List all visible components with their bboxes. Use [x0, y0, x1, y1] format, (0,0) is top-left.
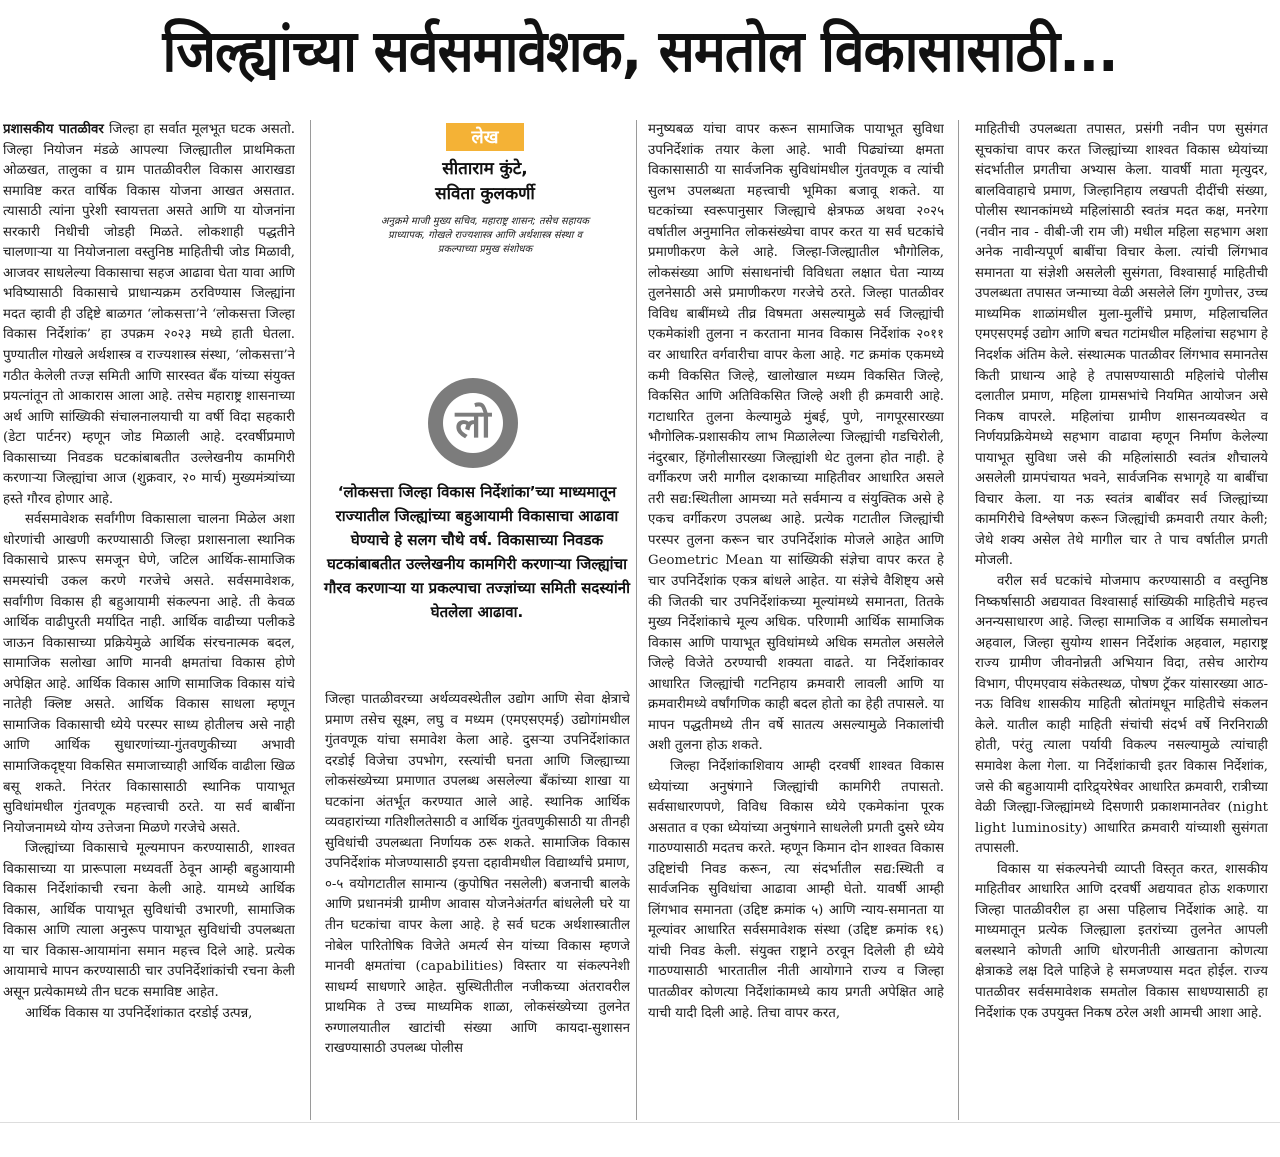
article-tag: लेख	[446, 123, 525, 151]
page-bottom-rule	[0, 1122, 1280, 1123]
col1-para-4: आर्थिक विकास या उपनिर्देशांकात दरडोई उत्पन्न,	[25, 1005, 253, 1021]
col3-para-2: जिल्हा निर्देशांकाशिवाय आम्ही दरवर्षी शाश्वत विकास ध्येयांच्या अनुषंगाने जिल्ह्यांची कामगिरी तपासतो. सर्वसाधारणपणे, विविध विकास ध्येये एकमेकांना पूरक असतात व एका ध्येयांच्या अनुषंगाने साधलेली प्रगती दुसरे ध्येय गाठण्यासाठी मदतच करते. म्हणून किमान दोन शाश्वत विकास उद्दिष्टांची निवड करून, त्या संदर्भातील सद्य:स्थिती व सार्वजनिक सुविधांचा आढावा आम्ही घेतो. यावर्षी आम्ही लिंगभाव समानता (उद्दिष्ट क्रमांक ५) आणि न्याय-समानता या मूल्यांवर आधारित सर्वसमावेशक संस्था (उद्दिष्ट क्रमांक १६) यांची निवड केली. संयुक्त राष्ट्राने ठरवून दिलेली ही ध्येये गाठण्यासाठी भारतातील नीती आयोगाने राज्य व जिल्हा पातळीवर कोणत्या निर्देशांकामध्ये काय प्रगती अपेक्षित आहे याची यादी दिली आहे. तिचा वापर करत,	[648, 758, 944, 1021]
lead-in: प्रशासकीय पातळीवर	[3, 122, 104, 137]
column-2	[325, 690, 630, 1120]
col1-para-3: जिल्ह्यांच्या विकासाचे मूल्यमापन करण्यासाठी, शाश्वत विकासाच्या या प्रारूपाला मध्यवर्ती ठेवून आम्ही बहुआयामी विकास निर्देशांकाची रचना केली आहे. यामध्ये आर्थिक विकास, आर्थिक पायाभूत सुविधांची उभारणी, सामाजिक विकास आणि त्याला अनुरूप पायाभूत सुविधांची उपलब्धता या चार विकास-आयामांना समान महत्त्व दिले आहे. प्रत्येक आयामाचे मापन करण्यासाठी चार उपनिर्देशांकांची रचना केली असून प्रत्येकामध्ये तीन घटक समाविष्ट आहेत.	[3, 841, 295, 1000]
column-rule-2	[636, 120, 637, 1120]
headline: जिल्ह्यांच्या सर्वसमावेशक, समतोल विकासासाठी...	[162, 17, 1118, 85]
col1-para-1-text: जिल्हा हा सर्वात मूलभूत घटक असतो. जिल्हा नियोजन मंडळे आपल्या जिल्ह्यातील प्राथमिकता ओळखत, तालुका व ग्राम पातळीवरील विकास आराखडा समाविष्ट करत वार्षिक विकास योजना आखत असतात. त्यासाठी त्यांना पुरेशी स्वायत्तता असते आणि या योजनांना सरकारी निधीची जोडही मिळते. लोकशाही पद्धतीने चालणाऱ्या या नियोजनाला वस्तुनिष्ठ माहितीची जोड मिळावी, आजवर साधलेल्या विकासाचा सहज आढावा घेता यावा आणि भविष्यासाठी विकासाचे प्राधान्यक्रम ठरविण्यास जिल्ह्यांना मदत व्हावी ही उद्दिष्टे बाळगत ‘लोकसत्ता’ने ‘लोकसत्ता जिल्हा विकास निर्देशांक’ हा उपक्रम २०२३ मध्ये हाती घेतला. पुण्यातील गोखले अर्थशास्त्र व राज्यशास्त्र संस्था, ‘लोकसत्ता’ने गठीत केलेली तज्ज्ञ समिती आणि सारस्वत बँक यांच्या संयुक्त प्रयत्नांतून तो आकारास आला आहे. तसेच महाराष्ट्र शासनाच्या अर्थ आणि सांख्यिकी संचालनालयाची या वर्षी विदा सहकारी (डेटा पार्टनर) म्हणून जोड मिळाली आहे. दरवर्षीप्रमाणे विकासाच्या निवडक घटकांबाबतीत उल्लेखनीय कामगिरी करणाऱ्या जिल्ह्यांचा आज (शुक्रवार, २० मार्च) मुख्यमंत्र्यांच्या हस्ते गौरव होणार आहे.	[3, 122, 295, 507]
author-description: अनुक्रमे माजी मुख्य सचिव, महाराष्ट्र शासन; तसेच सहायक प्राध्यापक, गोखले राज्यशास्त्र आणि अर्थशास्त्र संस्था व प्रकल्पाच्या प्रमुख संशोधक	[380, 216, 590, 255]
col3-para-1: मनुष्यबळ यांचा वापर करून सामाजिक पायाभूत सुविधा उपनिर्देशांक तयार केला आहे. भावी पिढ्यांच्या क्षमता विकासासाठी या सार्वजनिक सुविधांमधील गुंतवणूक व त्यांची सुलभ उपलब्धता महत्त्वाची भूमिका बजावू शकते. या घटकांच्या स्वरूपानुसार जिल्ह्याचे क्षेत्रफळ अथवा २०२५ वर्षातील अनुमानित लोकसंख्येचा वापर करत या सर्व घटकांचे प्रमाणीकरण केले आहे. जिल्हा-जिल्ह्यातील भौगोलिक, लोकसंख्या आणि संसाधनांची विविधता लक्षात घेता न्याय्य तुलनेसाठी असे प्रमाणीकरण गरजेचे ठरते. जिल्हा पातळीवर विविध बाबींमध्ये तीव्र विषमता असल्यामुळे सर्व जिल्ह्यांची एकमेकांशी तुलना न करताना मानव विकास निर्देशांक २०११ वर आधारित वर्गवारीचा वापर केला आहे. गट क्रमांक एकमध्ये कमी विकसित जिल्हे, खालोखाल मध्यम विकसित जिल्हे, विकसित आणि अतिविकसित जिल्हे अशी ही क्रमवारी आहे. गटाधारित तुलना केल्यामुळे मुंबई, पुणे, नागपूरसारख्या भौगोलिक-प्रशासकीय लाभ मिळालेल्या जिल्ह्यांची गडचिरोली, नंदुरबार, हिंगोलीसारख्या जिल्ह्यांशी थेट तुलना होत नाही. हे वर्गीकरण जरी मागील दशकाच्या माहितीवर आधारित असले तरी सद्य:स्थितीला आमच्या मते सर्वमान्य व संयुक्तिक असे हे एकच वर्गीकरण उपलब्ध आहे. प्रत्येक गटातील जिल्ह्यांची परस्पर तुलना करून चार उपनिर्देशांक मोजले आहेत आणि Geometric Mean या सांख्यिकी संज्ञेचा वापर करत हे चार उपनिर्देशांक एकत्र बांधले आहेत. या संज्ञेचे वैशिष्ट्य असे की जितकी चार उपनिर्देशांकच्या मूल्यांमध्ये समानता, तितके मुख्य निर्देशांकाचे मूल्य अधिक. परिणामी आर्थिक सामाजिक विकास आणि पायाभूत सुविधांमध्ये अधिक समतोल असलेले जिल्हे विजेते ठरण्याची शक्यता वाढते. या निर्देशांकावर आधारित जिल्ह्यांची गटनिहाय क्रमवारी लावली आणि या क्रमवारीमध्ये वर्षांगणिक काही बदल होतो का हेही तपासले. या मापन पद्धतीमध्ये तीन वर्षे सातत्य असल्यामुळे निकालांची अशी तुलना होऊ शकते.	[648, 122, 944, 754]
loksatta-logo	[428, 378, 518, 468]
column-4	[975, 120, 1268, 1120]
pull-quote: ‘लोकसत्ता जिल्हा विकास निर्देशांका’च्या माध्यमातून राज्यातील जिल्ह्यांच्या बहुआयामी विकासाचा आढावा घेण्याचे हे सलग चौथे वर्ष. विकासाच्या निवडक घटकांबाबतीत उल्लेखनीय कामगिरी करणाऱ्या जिल्ह्यांचा गौरव करणाऱ्या या प्रकल्पाचा तज्ज्ञांच्या समिती सदस्यांनी घेतलेला आढावा.	[324, 483, 630, 621]
col4-para-2: वरील सर्व घटकांचे मोजमाप करण्यासाठी व वस्तुनिष्ठ निष्कर्षासाठी अद्ययावत विश्वासार्ह सांख्यिकी माहितीचे महत्त्व अनन्यसाधारण आहे. जिल्हा सामाजिक व आर्थिक समालोचन अहवाल, जिल्हा सुयोग्य शासन निर्देशांक अहवाल, महाराष्ट्र राज्य ग्रामीण जीवनोन्नती अभियान विदा, तसेच आरोग्य विभाग, पीएमएवाय संकेतस्थळ, पोषण ट्रॅकर यांसारख्या आठ-नऊ विविध शासकीय माहिती स्रोतांमधून माहितीचे संकलन केले. यातील काही माहिती संचांची संदर्भ वर्षे निरनिराळी होती, परंतु त्याला पर्यायी विकल्प नसल्यामुळे त्यांचाही समावेश केला गेला. या निर्देशांकाची इतर विकास निर्देशांक, जसे की बहुआयामी दारिद्र्यरेषेवर आधारित क्रमवारी, रात्रीच्या वेळी जिल्ह्या-जिल्ह्यांमध्ये दिसणारी प्रकाशमानतेवर (night light luminosity) आधारित क्रमवारी यांच्याशी सुसंगता तपासली.	[975, 574, 1268, 857]
author-name-2: सविता कुलकर्णी	[435, 184, 535, 204]
col4-para-1: माहितीची उपलब्धता तपासत, प्रसंगी नवीन पण सुसंगत सूचकांचा वापर करत जिल्ह्यांच्या शाश्वत विकास ध्येयांच्या संदर्भातील प्रगतीचा अभ्यास केला. यावर्षी माता मृत्युदर, बालविवाहाचे प्रमाण, जिल्हानिहाय लखपती दीदींची संख्या, पोलीस स्थानकांमध्ये महिलांसाठी स्वतंत्र मदत कक्ष, मनरेगा (नवीन नाव - वीबी-जी राम जी) मधील महिला सहभाग अशा अनेक नावीन्यपूर्ण बाबींचा विचार केला. त्यांची लिंगभाव समानता या संज्ञेशी असलेली सुसंगता, विश्वासार्ह माहितीची उपलब्धता तपासत जन्माच्या वेळी असलेले लिंग गुणोत्तर, उच्च माध्यमिक शाळांमधील मुला-मुलींचे प्रमाण, महिलाचलित एमएसएमई उद्योग आणि बचत गटांमधील महिलांचा सहभाग हे निदर्शक अंतिम केले. संस्थात्मक पातळीवर लिंगभाव समानतेस किती प्राधान्य आहे हे तपासण्यासाठी महिलांचे पोलीस दलातील प्रमाण, महिला ग्रामसभांचे नियमित आयोजन असे निकष वापरले. महिलांचा ग्रामीण शासनव्यवस्थेत व निर्णयप्रक्रियेमध्ये सहभाग वाढावा म्हणून निर्माण केलेल्या पायाभूत सुविधा जसे की महिलांसाठी स्वतंत्र शौचालये असलेली ग्रामपंचायत भवने, सार्वजनिक सभागृहे या बाबींचा विचार केला. या नऊ स्वतंत्र बाबींवर सर्व जिल्ह्यांच्या कामगिरीचे विश्लेषण करून जिल्ह्यांची क्रमवारी तयार केली; जेथे शक्य असेल तेथे मागील चार ते पाच वर्षातील प्रगती मोजली.	[975, 122, 1268, 569]
col2-para-1: जिल्हा पातळीवरच्या अर्थव्यवस्थेतील उद्योग आणि सेवा क्षेत्राचे प्रमाण तसेच सूक्ष्म, लघु व मध्यम (एमएसएमई) उद्योगांमधील गुंतवणूक यांचा समावेश केला आहे. दुसऱ्या उपनिर्देशांकात दरडोई विजेचा उपभोग, रस्त्यांची घनता आणि जिल्ह्याच्या लोकसंख्येच्या प्रमाणात उपलब्ध असलेल्या बँकांच्या शाखा या घटकांना अंतर्भूत करण्यात आले आहे. स्थानिक आर्थिक व्यवहारांच्या गतिशीलतेसाठी व आर्थिक गुंतवणुकीसाठी या तीनही सुविधांची उपलब्धता निर्णायक ठरू शकते. सामाजिक विकास उपनिर्देशांक मोजण्यासाठी इयत्ता दहावीमधील विद्यार्थ्यांचे प्रमाण, ०-५ वयोगटातील सामान्य (कुपोषित नसलेली) बजनाची बालके आणि प्रधानमंत्री ग्रामीण आवास योजनेअंतर्गत बांधलेली घरे या तीन घटकांचा वापर केला आहे. हे सर्व घटक अर्थशास्त्रातील नोबेल पारितोषिक विजेते अमर्त्य सेन यांच्या विकास म्हणजे मानवी क्षमतांचा (capabilities) विस्तार या संकल्पनेशी साधर्म्य साधणारे आहेत. सुस्थितीतील नजीकच्या अंतरावरील प्राथमिक ते उच्च माध्यमिक शाळा, लोकसंख्येच्या तुलनेत रुग्णालयातील खाटांची संख्या आणि कायदा-सुशासन राखण्यासाठी उपलब्ध पोलीस	[325, 692, 630, 1057]
col1-para-2: सर्वसमावेशक सर्वांगीण विकासाला चालना मिळेल अशा धोरणांची आखणी करण्यासाठी जिल्हा प्रशासनाला स्थानिक विकासाचे प्रारूप समजून घेणे, जटिल आर्थिक-सामाजिक समस्यांची उकल करणे गरजेचे असते. सर्वसमावेशक, सर्वांगीण विकास ही बहुआयामी संकल्पना आहे. ती केवळ आर्थिक वाढीपुरती मर्यादित नाही. आर्थिक वाढीच्या पलीकडे जाऊन विकासाच्या प्रक्रियेमुळे आर्थिक संरचनात्मक बदल, सामाजिक सलोखा आणि मानवी क्षमतांचा विकास होणे अपेक्षित आहे. आर्थिक विकास आणि सामाजिक विकास यांचे नातेही क्लिष्ट असते. आर्थिक विकास साधला म्हणून सामाजिक विकासाची ध्येये परस्पर साध्य होतीलच असे नाही आणि आर्थिक सुधारणांच्या-गुंतवणुकीच्या अभावी सामाजिकदृष्ट्या विकसित समाजाच्याही आर्थिक वाढीला खिळ बसू शकते. निरंतर विकासासाठी स्थानिक पायाभूत सुविधांमधील गुंतवणूक महत्त्वाची ठरते. या सर्व बाबींना नियोजनामध्ये योग्य उत्तेजना मिळणे गरजेचे असते.	[3, 512, 295, 836]
byline-box	[370, 123, 600, 257]
column-rule-1	[310, 120, 311, 1120]
column-1	[3, 120, 295, 1120]
author-name-1: सीताराम कुंटे,	[442, 159, 528, 179]
column-rule-3	[958, 120, 959, 1120]
logo-letter: लो	[443, 393, 503, 453]
col4-para-3: विकास या संकल्पनेची व्याप्ती विस्तृत करत, शासकीय माहितीवर आधारित आणि दरवर्षी अद्ययावत होऊ शकणारा जिल्हा पातळीवरील हा असा पहिलाच निर्देशांक आहे. या माध्यमातून प्रत्येक जिल्ह्याला इतरांच्या तुलनेत आपली बलस्थाने कोणती आणि धोरणनीती आखताना कोणत्या क्षेत्राकडे लक्ष दिले पाहिजे हे समजण्यास मदत होईल. राज्य पातळीवर सर्वसमावेशक समतोल विकास साधण्यासाठी हा निर्देशांक एक उपयुक्त निकष ठरेल अशी आमची आशा आहे.	[975, 861, 1268, 1021]
col1-para-1	[3, 120, 295, 510]
column-3	[648, 120, 944, 1120]
